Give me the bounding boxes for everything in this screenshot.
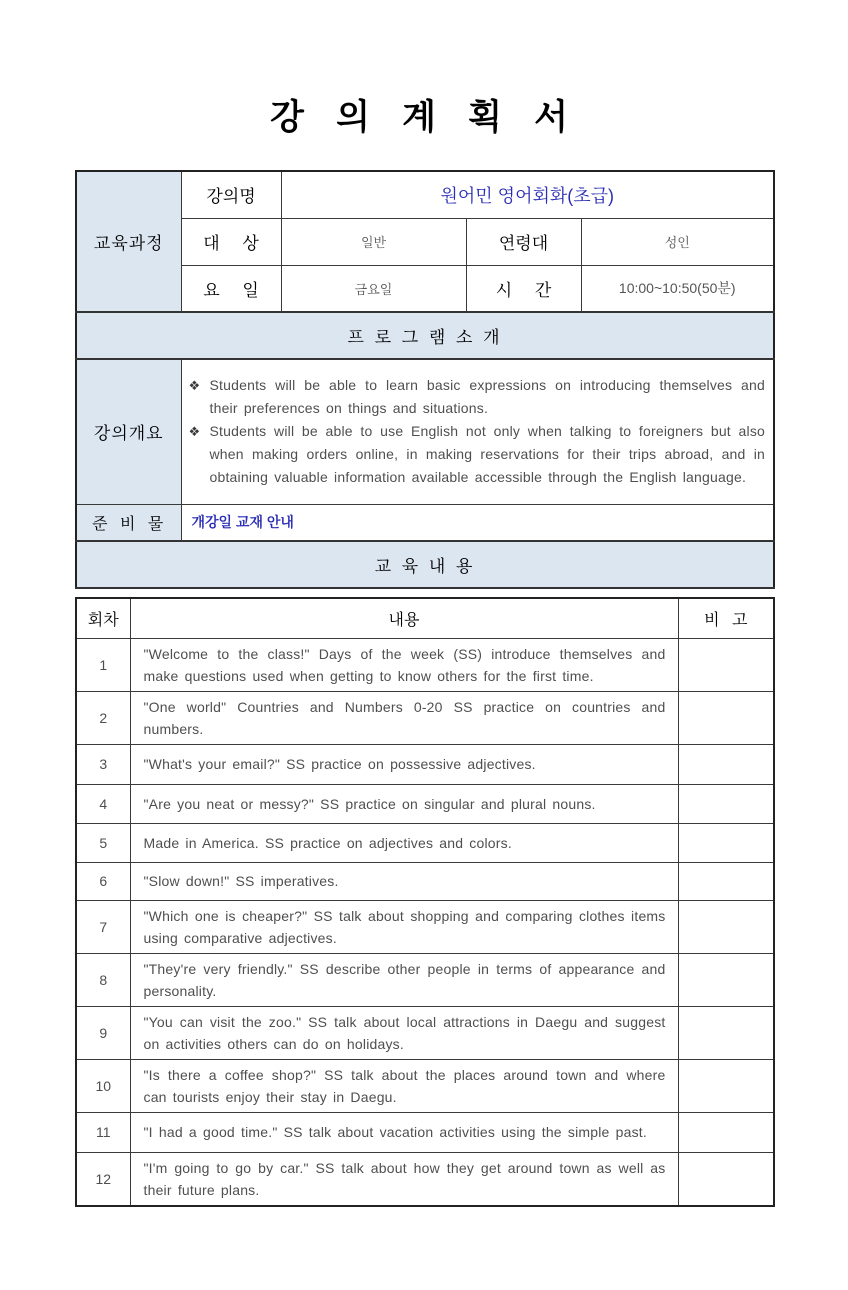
session-row: [76, 862, 774, 900]
session-note: [678, 638, 774, 691]
course-age-value: 성인: [581, 218, 774, 265]
overview-bullet-1: [189, 374, 766, 420]
session-number: 8: [76, 953, 130, 1006]
session-note: [678, 900, 774, 953]
course-target-row: [76, 218, 774, 265]
materials-row: [76, 504, 774, 541]
session-row: [76, 900, 774, 953]
session-row: [76, 691, 774, 744]
session-note: [678, 1112, 774, 1152]
session-number: 11: [76, 1112, 130, 1152]
session-note: [678, 744, 774, 784]
curriculum-header: 교 육 내 용: [76, 541, 774, 588]
session-note: [678, 953, 774, 1006]
curriculum-table: [75, 597, 775, 1207]
session-number: 1: [76, 638, 130, 691]
session-row: [76, 744, 774, 784]
session-number: 7: [76, 900, 130, 953]
materials-value: 개강일 교재 안내: [181, 504, 774, 541]
session-content: "What's your email?" SS practice on possessive adjectives.: [130, 744, 678, 784]
session-number: 9: [76, 1006, 130, 1059]
overview-bullet-1-text: Students will be able to learn basic expressions on introducing themselves and their preferences on things and situations.: [209, 377, 766, 417]
program-intro-header: 프 로 그 램 소 개: [76, 312, 774, 359]
course-time-value: 10:00~10:50(50분): [581, 265, 774, 312]
session-row: [76, 1152, 774, 1206]
course-day-value: 금요일: [281, 265, 466, 312]
course-day-row: [76, 265, 774, 312]
session-note: [678, 823, 774, 862]
session-row: [76, 1112, 774, 1152]
column-header-note: 비 고: [678, 598, 774, 638]
session-content: "One world" Countries and Numbers 0-20 SS practice on countries and numbers.: [130, 691, 678, 744]
document-body: [75, 170, 773, 1207]
session-note: [678, 784, 774, 823]
course-name-value: 원어민 영어회화(초급): [281, 171, 774, 218]
session-row: [76, 953, 774, 1006]
session-note: [678, 691, 774, 744]
document-title: 강 의 계 획 서: [270, 97, 578, 138]
diamond-bullet-icon: ❖: [188, 424, 201, 440]
column-header-content: 내용: [130, 598, 678, 638]
session-content: "Welcome to the class!" Days of the week (SS) introduce themselves and make questions used when getting to know others for the first time.: [130, 638, 678, 691]
curriculum-header-row: [76, 541, 774, 588]
course-target-label: 대 상: [181, 218, 281, 265]
session-number: 12: [76, 1152, 130, 1206]
session-content: "You can visit the zoo." SS talk about local attractions in Daegu and suggest on activities others can do on holidays.: [130, 1006, 678, 1059]
course-info-table: [75, 170, 775, 589]
course-target-value: 일반: [281, 218, 466, 265]
session-note: [678, 1152, 774, 1206]
session-row: [76, 784, 774, 823]
session-content: "Which one is cheaper?" SS talk about shopping and comparing clothes items using comparative adjectives.: [130, 900, 678, 953]
session-content: "I had a good time." SS talk about vacation activities using the simple past.: [130, 1112, 678, 1152]
session-content: "Are you neat or messy?" SS practice on singular and plural nouns.: [130, 784, 678, 823]
overview-label: 강의개요: [76, 359, 181, 504]
course-name-label: 강의명: [181, 171, 281, 218]
session-number: 2: [76, 691, 130, 744]
session-note: [678, 862, 774, 900]
session-content: "Slow down!" SS imperatives.: [130, 862, 678, 900]
session-content: "I'm going to go by car." SS talk about how they get around town as well as their future plans.: [130, 1152, 678, 1206]
session-row: [76, 1059, 774, 1112]
session-row: [76, 638, 774, 691]
overview-bullet-2: [189, 420, 766, 489]
course-name-row: [76, 171, 774, 218]
session-number: 5: [76, 823, 130, 862]
session-content: "They're very friendly." SS describe other people in terms of appearance and personality.: [130, 953, 678, 1006]
session-number: 4: [76, 784, 130, 823]
curriculum-column-header-row: [76, 598, 774, 638]
session-content: Made in America. SS practice on adjectives and colors.: [130, 823, 678, 862]
materials-label: 준 비 물: [76, 504, 181, 541]
course-age-label: 연령대: [466, 218, 581, 265]
session-note: [678, 1059, 774, 1112]
session-content: "Is there a coffee shop?" SS talk about the places around town and where can tourists enjoy their stay in Daegu.: [130, 1059, 678, 1112]
column-header-session: 회차: [76, 598, 130, 638]
session-number: 3: [76, 744, 130, 784]
course-section-label: 교육과정: [76, 171, 181, 312]
session-row: [76, 823, 774, 862]
session-number: 10: [76, 1059, 130, 1112]
program-intro-header-row: [76, 312, 774, 359]
overview-content: [181, 359, 774, 504]
session-row: [76, 1006, 774, 1059]
overview-row: [76, 359, 774, 504]
course-time-label: 시 간: [466, 265, 581, 312]
session-number: 6: [76, 862, 130, 900]
course-day-label: 요 일: [181, 265, 281, 312]
overview-bullet-2-text: Students will be able to use English not only when talking to foreigners but also when making orders online, in making reservations for their trips abroad, and in obtaining valuable information available accessible through the English language.: [209, 423, 766, 486]
session-note: [678, 1006, 774, 1059]
diamond-bullet-icon: ❖: [188, 378, 201, 394]
